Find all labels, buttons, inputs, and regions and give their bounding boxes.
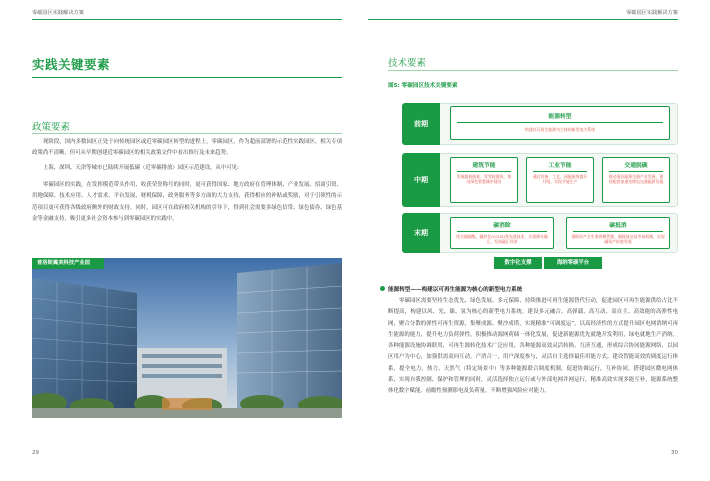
- running-header-left: 零碳园区实践解决方案: [32, 10, 84, 16]
- photo-caption-tag: 普洛斯翼美科技产业园: [32, 258, 104, 269]
- platform-box: 海纳零碳平台: [544, 257, 602, 269]
- industry-energy-title: 工业节能: [548, 163, 572, 169]
- energy-paragraph: 零碳园区需要坚持生态优先、绿色发展、多元保障、持续推进可再生能源替代行动，促进园区可再生能源供给占比不断提高，构建以风、光、储、氢为核心的新型电力系统。建设多元融合、高弹载、高互动、高自主、高效能的高弹性电网，聚合分散的弹性可再生资源，集聚成源、聚沙成塔，实现精准“可调度运”，以高经济性的方式提升园区电网消纳可再生能源的能力，提升电力负荷弹性，积极推动源网荷储一体化发展，促进新能源优先就地开发利用，绿电就地生产消纳，各种能源设施协调联用，可再生源转化技术广泛应用，各种能源高效灵活转换、互济互通，形成综合协同能源网络，以园区用户为中心，加强供需双向互动，产消合一，用户深度参与，灵活自主选择最佳用能方式。建设智能高效的调度运行体系，提全电力、热力、天然气（特定场景中）等多种能源联合调度机制，促进协调运行，互补协同。搭建园区微电网体系，实现自我控制、保护和管理的同时，灵活选择独立运行或与外部电网并网运行，精准高效实现多能互补，能源系统整体化数字赋能，前瞻性预测影电及负荷量，不断增强风险应对能力。: [388, 298, 678, 395]
- building-energy-desc: 发展超低能耗、零零耗建筑，推动绿色智慧城市建设: [456, 173, 512, 184]
- carbon-removal-desc: 结合碳捕集、碳封存(CCUS)等先进技术，实现源头碳汇、发展碳汇经济: [456, 233, 548, 244]
- carbon-offset-box: [566, 217, 670, 249]
- energy-transition-box: [450, 106, 670, 140]
- carbon-offset-title: 碳抵消: [609, 223, 627, 229]
- building-energy-title: 建筑节能: [472, 163, 496, 169]
- transport-decarbon-box: [602, 157, 670, 203]
- page-number-right: 30: [671, 450, 678, 456]
- transport-decarbon-desc: 推动清洁能源交通产业发展，建设配套加速充换电交通能源设施: [608, 173, 664, 184]
- carbon-removal-title: 碳消除: [493, 223, 511, 229]
- policy-paragraph-3: 零碳园区的实践，在发挥模范带头作用、收获荣誉称号的同时，更可获得国家、地方政府在管理体制、产业发展、招商引资、用地保障、技术应用、人才需求、平台发展、财税保障、政务服务等多方面的大力支持，获得相应的补贴或奖励，对于引领性的示范项目更可获得各级政府额外的财政支持。同时，园区可在政府相关机构的引导下，得到社会需要多绿色信贷、绿色债券、绿色基金等金融支持，吸引更多社会资本参与到零碳园区的实践中。: [32, 182, 342, 223]
- stage-label-early: 前期: [402, 103, 440, 145]
- energy-subheading: 能源转型——构建以可再生能源为核心的新型电力系统: [388, 287, 523, 293]
- transport-decarbon-title: 交通脱碳: [624, 163, 648, 169]
- carbon-removal-box: [450, 217, 554, 249]
- energy-transition-title: 能源转型: [548, 114, 572, 120]
- running-header-right: 零碳园区实践解决方案: [626, 10, 678, 16]
- header-rule-left: [32, 19, 342, 20]
- section-title-policy: 政策要素: [32, 122, 71, 133]
- section-title-tech: 技术要素: [388, 58, 427, 69]
- bullet-dot: [380, 286, 385, 291]
- tech-elements-diagram: [402, 95, 678, 273]
- digital-support-box: 数字化支撑: [494, 257, 542, 269]
- title-rule: [32, 77, 342, 78]
- policy-paragraph-2: 上海、深圳、天津等城市已陆续开展低碳（近零碳排放）园区示范建设，从中可见:: [43, 165, 239, 171]
- energy-transition-desc: 构建以可再生能源为主体的新型电力系统: [524, 126, 596, 132]
- industrial-park-photo: [32, 258, 342, 418]
- stage-label-late: 末期: [402, 213, 440, 253]
- figure-caption: 图5: 零碳园区技术关键要素: [388, 83, 458, 89]
- page-number-left: 29: [32, 450, 39, 456]
- stage-label-middle: 中期: [402, 153, 440, 207]
- carbon-offset-desc: 借助资产全生命周期管理、碳排放交易市场机制，实现碳资产价值发展: [571, 233, 665, 244]
- industry-energy-desc: 通过设备、工艺、园能能效提升升级，实现节能生产: [532, 173, 588, 184]
- industry-energy-box: [526, 157, 594, 203]
- header-rule-right: [368, 19, 678, 20]
- section-rule-policy: [32, 133, 342, 134]
- policy-paragraph-1: 现阶段，国内多数园区正处于向传统园区或近零碳园区转型的进程上。零碳园区，作为超前部署的示范性实践园区，相关专项政策尚不清晰，但可从早期创建近零碳园区的相关政策文件中看出推行及未来趋势。: [32, 139, 342, 157]
- building-energy-box: [450, 157, 518, 203]
- page-title: 实践关键要素: [32, 57, 111, 72]
- section-rule-tech: [388, 70, 678, 71]
